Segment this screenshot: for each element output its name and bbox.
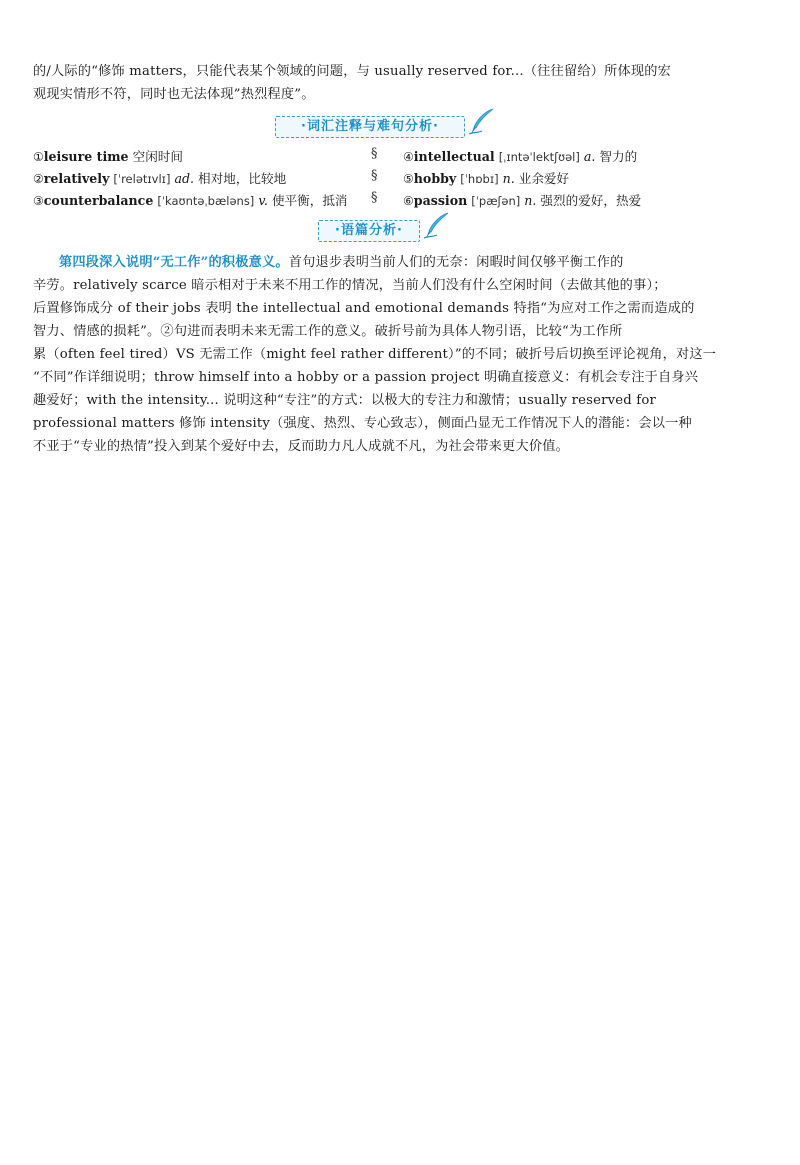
entry-word: intellectual — [413, 149, 495, 164]
intro-paragraph — [33, 60, 765, 106]
discourse-line: “不同”作详细说明；throw himself into a hobby or a passion project 明确直接意义：有机会专注于自身兴 — [33, 370, 699, 385]
entry-meaning: 强烈的爱好，热爱 — [540, 193, 642, 208]
entry-pos: n. — [524, 193, 537, 208]
discourse-text: 首句退步表明当前人们的无奈：闲暇时间仅够平衡工作的 — [288, 255, 624, 270]
entry-number: ③ — [33, 194, 44, 208]
entry-meaning: 空闲时间 — [132, 149, 183, 164]
intro-line: 观现实情形不符，同时也无法体现”热烈程度”。 — [33, 87, 315, 102]
entry-meaning: 智力的 — [599, 149, 638, 164]
entry-meaning: 使平衡，抵消 — [271, 193, 348, 208]
quill-pen-icon — [421, 211, 451, 241]
vocab-row — [33, 168, 765, 190]
discourse-line: 辛劳。relatively scarce 暗示相对于未来不用工作的情况，当前人们没有什么空闲时间（去做其他的事）； — [33, 278, 667, 293]
entry-pos: ad. — [174, 171, 195, 186]
entry-pos: n. — [502, 171, 515, 186]
discourse-line: 趣爱好；with the intensity... 说明这种“专注”的方式：以极大的专注力和激情；usually reserved for — [33, 393, 656, 408]
entry-meaning: 业余爱好 — [518, 171, 570, 186]
entry-phonetic: [ˈpæʃən] — [471, 194, 521, 208]
entry-pos: a. — [583, 149, 596, 164]
entry-phonetic: [ˈrelətɪvlɪ] — [113, 172, 171, 186]
section-separator-icon: § — [371, 146, 378, 161]
entry-number: ④ — [403, 150, 414, 164]
vocab-entry — [33, 146, 183, 165]
vocab-entry — [403, 168, 569, 187]
discourse-paragraph — [33, 251, 765, 458]
entry-number: ⑤ — [403, 172, 414, 186]
discourse-lead: 第四段深入说明“无工作”的积极意义。 — [59, 255, 289, 270]
entry-number: ② — [33, 172, 44, 186]
intro-line: 的/人际的“修饰 matters，只能代表某个领域的问题，与 usually reserved for...（往往留给）所体现的宏 — [33, 64, 672, 79]
entry-phonetic: [ˈkaʊntəˌbæləns] — [157, 194, 255, 208]
entry-pos: v. — [258, 193, 268, 208]
entry-word: leisure time — [43, 149, 129, 164]
entry-word: hobby — [413, 171, 457, 186]
discourse-section-title: ·语篇分析· — [318, 220, 420, 242]
vocab-section-header — [0, 113, 800, 141]
vocab-section-title: ·词汇注释与难句分析· — [275, 116, 465, 138]
entry-phonetic: [ˌɪntəˈlektʃʊəl] — [498, 150, 580, 164]
entry-word: passion — [413, 193, 468, 208]
entry-word: relatively — [43, 171, 110, 186]
entry-number: ⑥ — [403, 194, 414, 208]
vocab-entry — [33, 190, 348, 209]
vocab-entry — [403, 146, 637, 165]
section-separator-icon: § — [371, 190, 378, 205]
vocab-entry — [33, 168, 286, 187]
vocab-row — [33, 190, 765, 212]
discourse-line: professional matters 修饰 intensity（强度、热烈、专心致志），侧面凸显无工作情况下人的潜能：会以一种 — [33, 416, 692, 431]
entry-word: counterbalance — [43, 193, 154, 208]
discourse-line: 后置修饰成分 of their jobs 表明 the intellectual and emotional demands 特指“为应对工作之需而造成的 — [33, 301, 695, 316]
entry-meaning: 相对地，比较地 — [198, 171, 287, 186]
section-separator-icon: § — [371, 168, 378, 183]
discourse-line: 智力、情感的损耗”。②句进而表明未来无需工作的意义。破折号前为具体人物引语，比较“为工作所 — [33, 324, 623, 339]
vocab-entry — [403, 190, 641, 209]
discourse-line: 累（often feel tired）VS 无需工作（might feel rather different）”的不同；破折号后切换至评论视角，对这一 — [33, 347, 717, 362]
vocab-row — [33, 146, 765, 168]
discourse-line — [33, 251, 765, 274]
quill-pen-icon — [466, 107, 496, 137]
discourse-line: 不亚于“专业的热情”投入到某个爱好中去，反而助力凡人成就不凡，为社会带来更大价值。 — [33, 439, 569, 454]
entry-number: ① — [33, 150, 44, 164]
entry-phonetic: [ˈhɒbɪ] — [460, 172, 499, 186]
discourse-section-header — [0, 217, 800, 245]
